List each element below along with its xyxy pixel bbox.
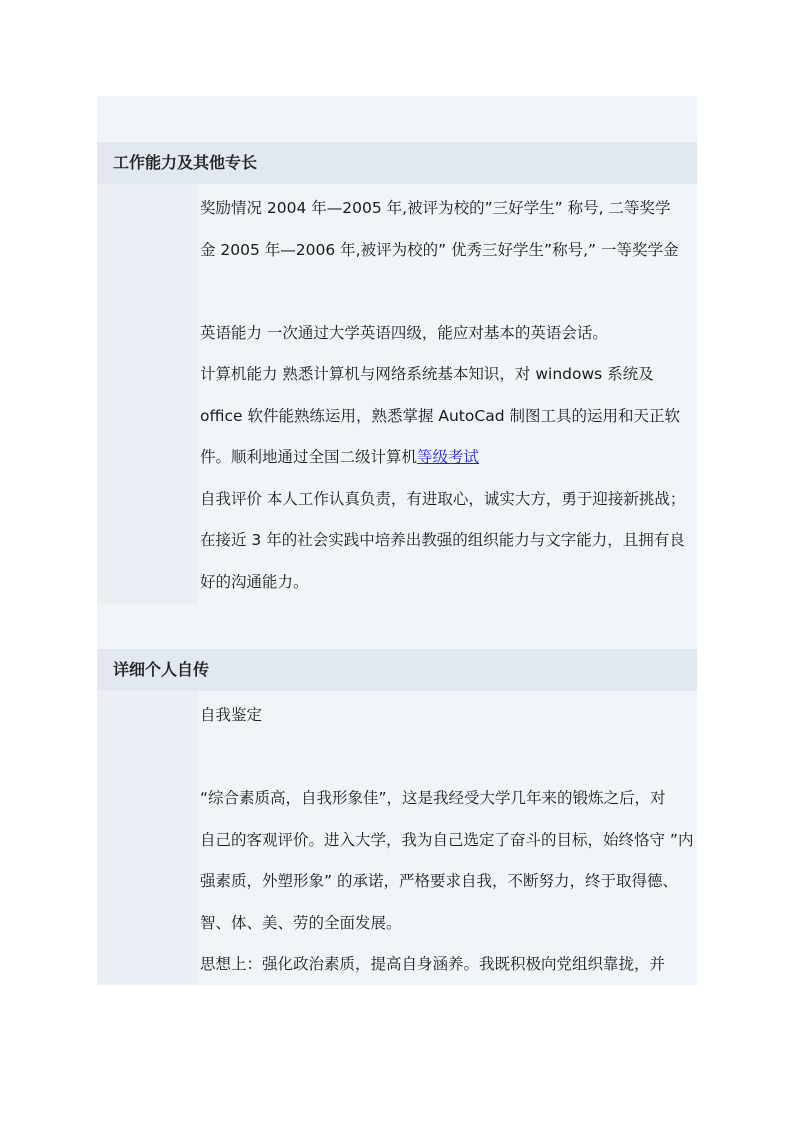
awards-line-1: 奖励情况 2004 年—2005 年,被评为校的”三好学生” 称号, 二等奖学 [200,199,671,217]
exam-link[interactable]: 等级考试 [417,448,480,466]
autobiography-line-5: 思想上：强化政治素质，提高自身涵养。我既积极向党组织靠拢，并 [200,955,666,973]
cert-line-text: 件。顺利地通过全国二级计算机 [200,448,418,466]
computer-ability-line-3 [200,437,697,479]
autobiography-line-1: “综合素质高，自我形象佳”，这是我经受大学几年来的锻炼之后，对 [200,789,666,807]
section-label-column [97,691,198,985]
autobiography-line-2: 自己的客观评价。进入大学，我为自己选定了奋斗的目标，始终恪守 ”内 [200,830,694,849]
self-evaluation-line-3: 好的沟通能力。 [200,572,309,591]
self-assessment-heading: 自我鉴定 [200,706,263,724]
self-evaluation-line-2: 在接近 3 年的社会实践中培养出教强的组织能力与文字能力，且拥有良 [200,531,685,549]
autobiography-content [200,695,697,985]
english-ability-line: 英语能力 一次通过大学英语四级，能应对基本的英语会话。 [200,323,608,342]
autobiography-line-4: 智、体、美、劳的全面发展。 [200,913,402,932]
computer-ability-line-2: office 软件能熟练运用，熟悉掌握 AutoCad 制图工具的运用和天正软 [200,406,680,425]
computer-ability-line-1: 计算机能力 熟悉计算机与网络系统基本知识，对 windows 系统及 [200,365,654,383]
blank-line [200,737,697,779]
section-title-skills: 工作能力及其他专长 [113,153,258,172]
awards-line-2: 金 2005 年—2006 年,被评为校的” 优秀三好学生”称号,” 一等奖学金 [200,240,679,259]
autobiography-line-3: 强素质，外塑形象” 的承诺，严格要求自我，不断努力，终于取得德、 [200,872,678,890]
section-header-autobiography [97,649,697,691]
section-header-skills [97,142,697,184]
section-title-autobiography: 详细个人自传 [113,660,210,679]
resume-document [97,96,697,985]
blank-line [200,271,697,313]
skills-content [200,188,697,603]
section-label-column [97,184,198,604]
self-evaluation-line-1: 自我评价 本人工作认真负责，有进取心，诚实大方，勇于迎接新挑战； [200,489,686,508]
